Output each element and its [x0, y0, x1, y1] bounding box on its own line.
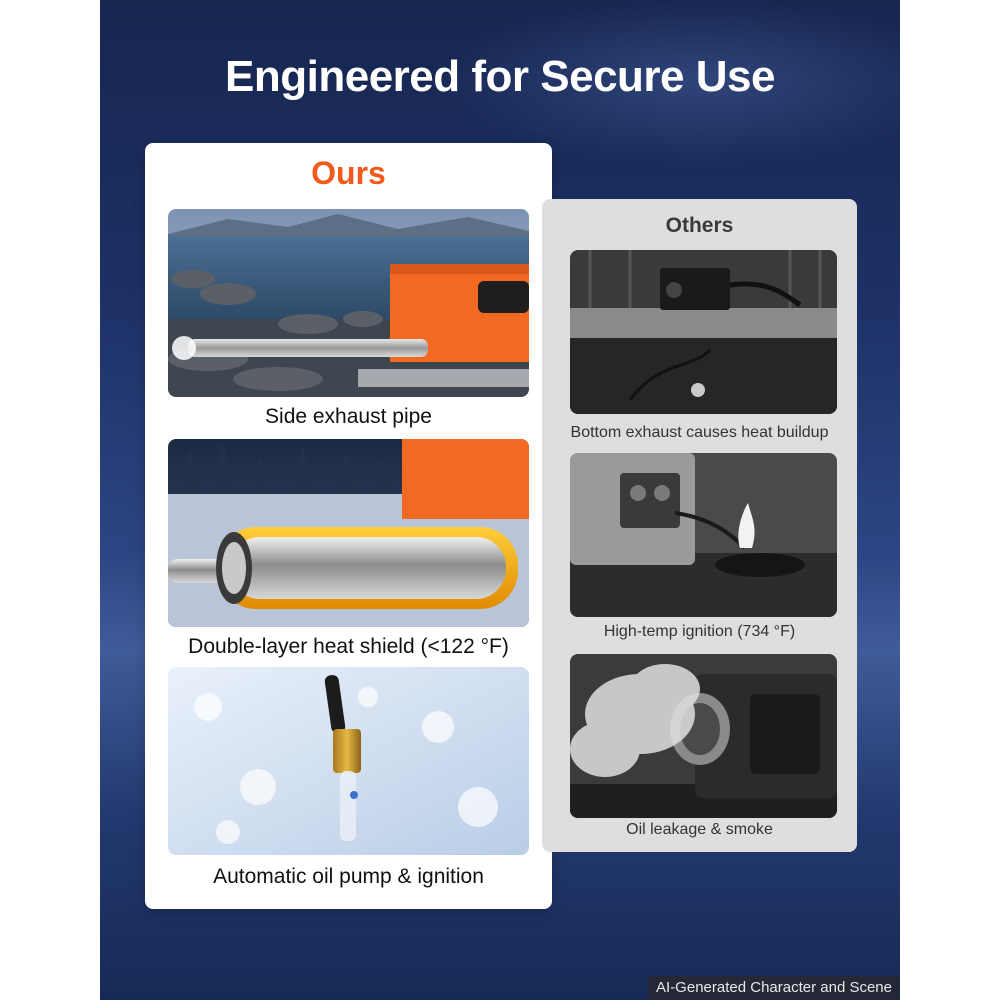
ours-card — [145, 143, 552, 909]
others-caption-1: Bottom exhaust causes heat buildup — [570, 424, 829, 441]
others-card — [542, 199, 857, 852]
page-headline: Engineered for Secure Use — [225, 52, 775, 101]
ignition-plug-photo — [168, 667, 529, 855]
high-temp-ignition-photo — [570, 453, 837, 617]
ours-caption-3: Automatic oil pump & ignition — [213, 865, 484, 888]
others-title: Others — [665, 214, 734, 237]
ours-title: Ours — [311, 155, 386, 191]
ours-caption-2: Double-layer heat shield (<122 °F) — [188, 635, 509, 658]
others-caption-2: High-temp ignition (734 °F) — [603, 623, 796, 640]
infographic-canvas — [100, 0, 900, 1000]
bottom-exhaust-photo — [570, 250, 837, 414]
oil-smoke-photo — [570, 654, 837, 818]
others-caption-3: Oil leakage & smoke — [626, 821, 773, 838]
ai-generated-note: AI-Generated Character and Scene — [648, 976, 900, 1000]
heat-shield-photo — [168, 439, 529, 627]
ours-caption-1: Side exhaust pipe — [265, 405, 432, 428]
exhaust-pipe-photo — [168, 209, 529, 397]
